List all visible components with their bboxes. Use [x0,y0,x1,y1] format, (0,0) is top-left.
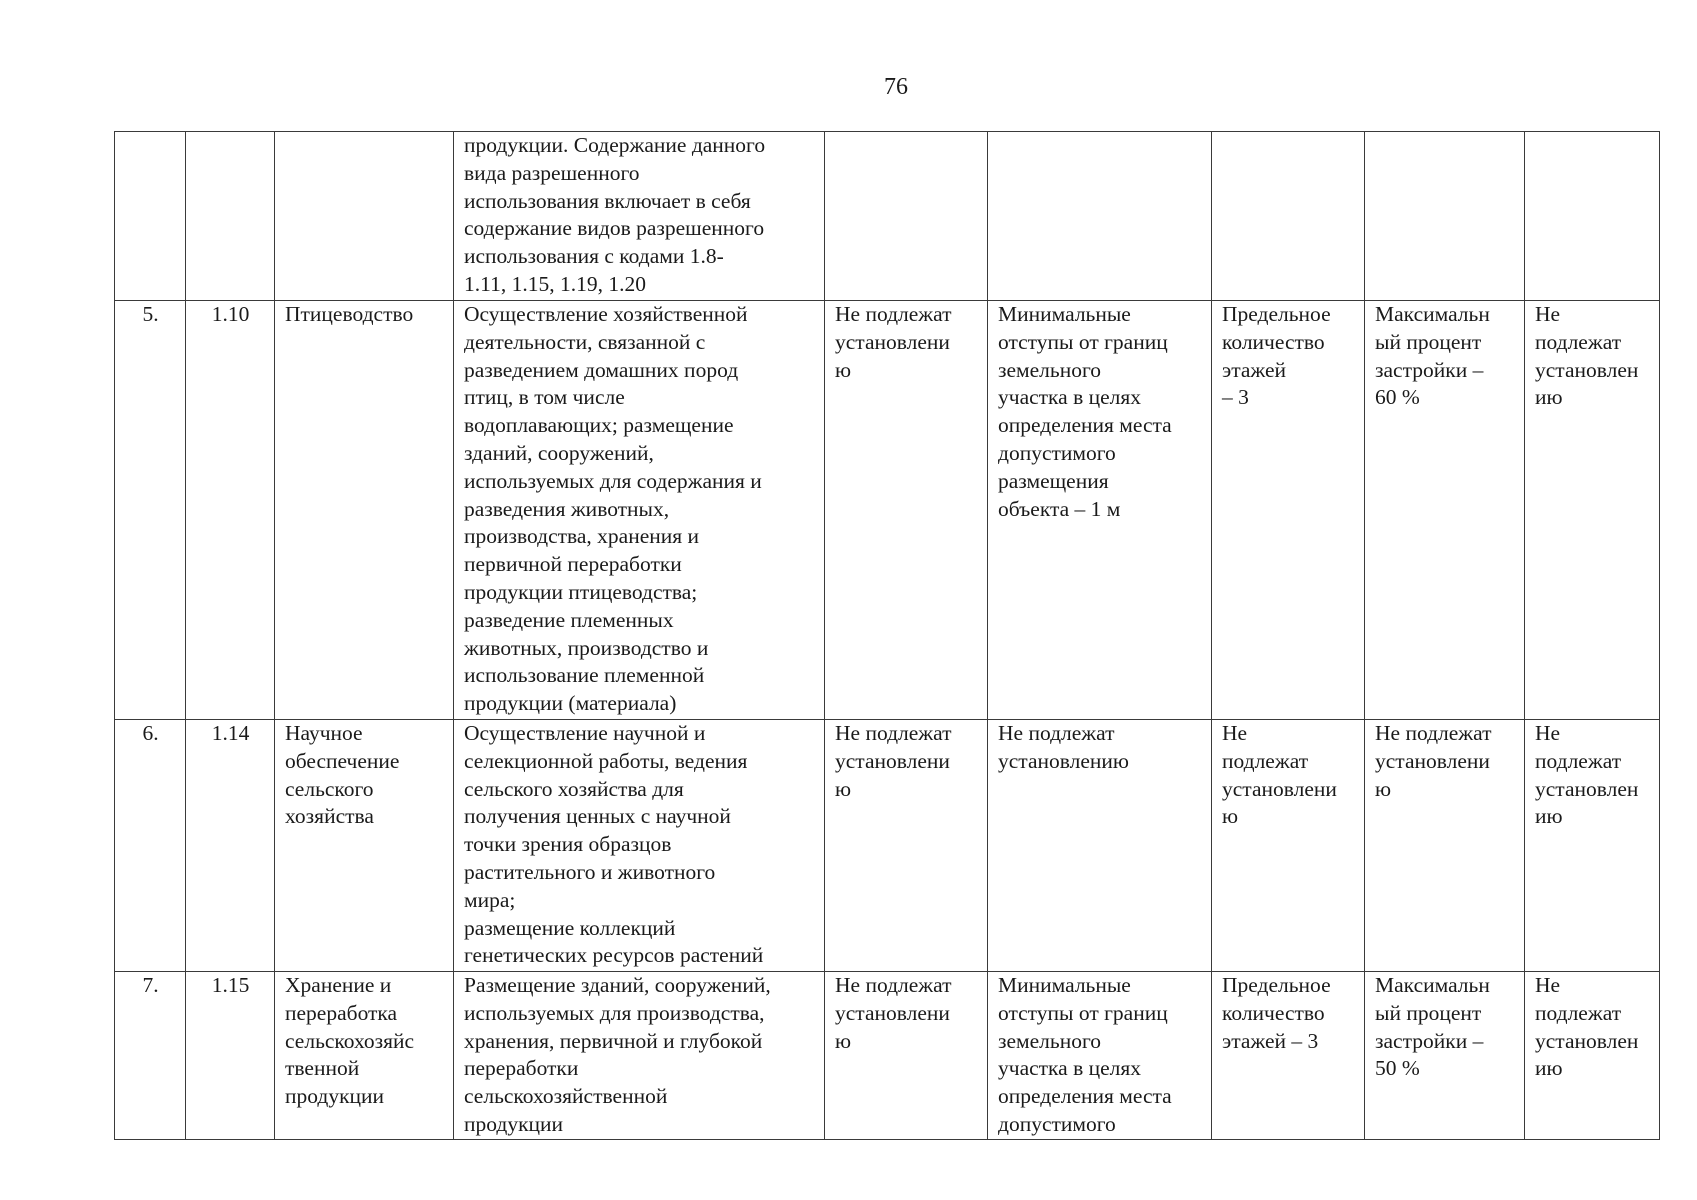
cell-code [186,132,275,301]
cell-number: 7. [115,972,186,1140]
cell-plot-size: Не подлежат установлени ю [825,301,988,720]
cell-setbacks [988,132,1212,301]
table-row [115,301,1660,720]
cell-code: 1.14 [186,720,275,972]
cell-floors: Предельное количество этажей – 3 [1212,301,1365,720]
cell-use-name [275,132,454,301]
cell-use-description: продукции. Содержание данного вида разрешенного использования включает в себя содержание видов разрешенного использования с кодами 1.8- 1.11, 1.15, 1.19, 1.20 [454,132,825,301]
cell-plot-size: Не подлежат установлени ю [825,972,988,1140]
cell-other-params: Не подлежат установлен ию [1525,301,1660,720]
cell-use-description: Осуществление хозяйственной деятельности, связанной с разведением домашних пород птиц, в том числе водоплавающих; размещение зданий, сооружений, используемых для содержания и разведения животных, производства, хранения и первичной переработки продукции птицеводства; разведение племенных животных, производство и использование племенной продукции (материала) [454,301,825,720]
cell-build-percent: Максимальн ый процент застройки – 50 % [1365,972,1525,1140]
cell-use-description: Размещение зданий, сооружений, используемых для производства, хранения, первичной и глубокой переработки сельскохозяйственной продукции [454,972,825,1140]
cell-other-params: Не подлежат установлен ию [1525,720,1660,972]
cell-number: 5. [115,301,186,720]
cell-floors [1212,132,1365,301]
cell-number [115,132,186,301]
cell-build-percent [1365,132,1525,301]
cell-floors: Не подлежат установлени ю [1212,720,1365,972]
page-number: 76 [884,74,908,100]
cell-plot-size: Не подлежат установлени ю [825,720,988,972]
cell-use-name: Хранение и переработка сельскохозяйс твенной продукции [275,972,454,1140]
cell-setbacks: Минимальные отступы от границ земельного участка в целях определения места допустимого размещения объекта – 1 м [988,301,1212,720]
cell-code: 1.15 [186,972,275,1140]
cell-build-percent: Максимальн ый процент застройки – 60 % [1365,301,1525,720]
cell-use-description: Осуществление научной и селекционной работы, ведения сельского хозяйства для получения ценных с научной точки зрения образцов растительного и животного мира; размещение коллекций генетических ресурсов растений [454,720,825,972]
cell-plot-size [825,132,988,301]
land-use-regulations-table [114,131,1660,1140]
cell-other-params [1525,132,1660,301]
cell-other-params: Не подлежат установлен ию [1525,972,1660,1140]
cell-build-percent: Не подлежат установлени ю [1365,720,1525,972]
table-row-continuation [115,132,1660,301]
cell-setbacks: Не подлежат установлению [988,720,1212,972]
table-row [115,972,1660,1140]
cell-floors: Предельное количество этажей – 3 [1212,972,1365,1140]
cell-use-name: Птицеводство [275,301,454,720]
cell-use-name: Научное обеспечение сельского хозяйства [275,720,454,972]
cell-number: 6. [115,720,186,972]
cell-code: 1.10 [186,301,275,720]
table-row [115,720,1660,972]
cell-setbacks: Минимальные отступы от границ земельного участка в целях определения места допустимого [988,972,1212,1140]
